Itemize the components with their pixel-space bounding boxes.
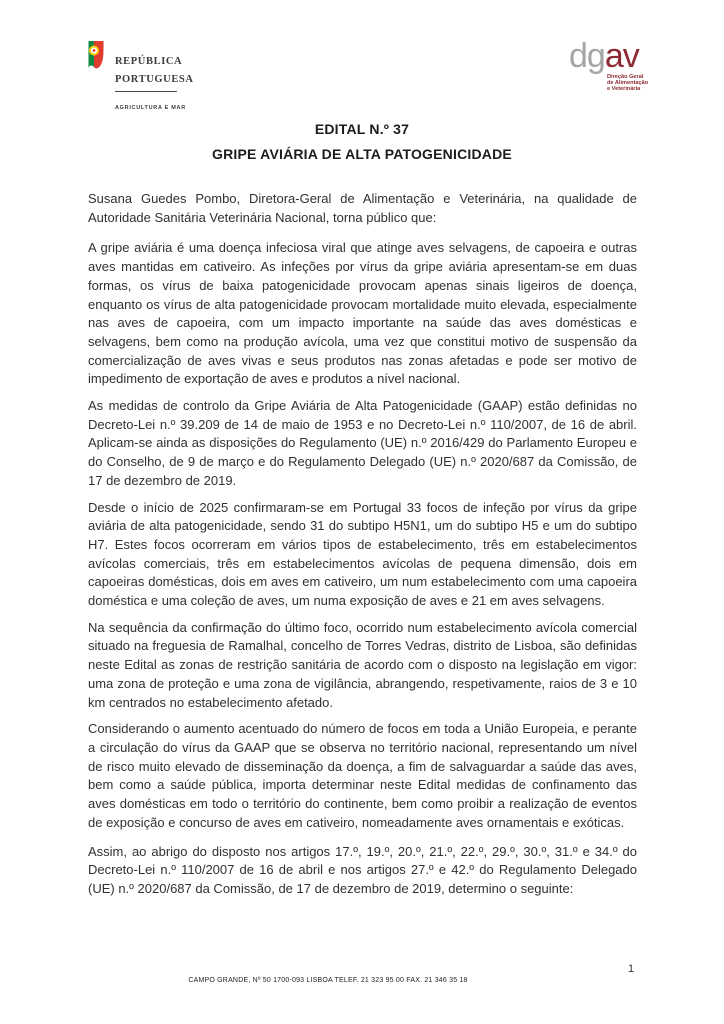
dgav-subtitle-line2: de Alimentação bbox=[607, 80, 649, 87]
dgav-logo bbox=[569, 38, 648, 93]
edital-number: EDITAL N.º 37 bbox=[314, 121, 410, 137]
document-body bbox=[88, 190, 637, 907]
dgav-wordmark-dg: dg bbox=[569, 37, 605, 75]
gov-logo-text bbox=[115, 41, 194, 114]
portuguese-flag-icon bbox=[86, 41, 106, 71]
paragraph-outbreak-statistics: Desde o início de 2025 confirmaram-se em Portugal 33 focos de infeção por vírus da gripe aviária de alta patogenicidade, sendo 31 do subtipo H5N1, um do subtipo H5 e um do subtipo H7. Estes focos ocorreram em vários tipos de estabelecimento, três em estabelecimentos avícolas comerciais, três em estabelecimentos avícolas de pequena dimensão, dois em capoeiras domésticas, dois em aves em cativeiro, um num estabelecimento com uma capoeira doméstica e uma coleção de aves, um numa exposição de aves e 21 em aves selvagens. bbox=[88, 499, 637, 609]
gov-logo-department: AGRICULTURA E MAR bbox=[115, 105, 186, 111]
gov-logo-line1: REPÚBLICA bbox=[115, 56, 183, 67]
republica-portuguesa-logo bbox=[86, 41, 194, 114]
paragraph-disease-description: A gripe aviária é uma doença infeciosa viral que atinge aves selvagens, de capoeira e outras aves mantidas em cativeiro. As infeções por vírus da gripe aviária apresentam-se em duas formas, os vírus de baixa patogenicidade provocam apenas sinais ligeiros de doença, enquanto os vírus de alta patogenicidade provocam mortalidade muito elevada, especialmente nas aves de capoeira, com um impacto importante na saúde das aves domésticas e selvagens, bem como na produção avícola, uma vez que constitui motivo de suspensão da comercialização de aves vivas e seus produtos nas zonas afetadas e pode ser motivo de impedimento de exportação de aves e produtos a nível nacional. bbox=[88, 240, 637, 387]
dgav-subtitle bbox=[607, 74, 648, 93]
footer-address: CAMPO GRANDE, Nº 50 1700-093 LISBOA TELEF. 21 323 95 00 FAX. 21 346 35 18 bbox=[188, 977, 468, 984]
paragraph-legal-framework: As medidas de controlo da Gripe Aviária de Alta Patogenicidade (GAAP) estão definidas no Decreto-Lei n.º 39.209 de 14 de maio de 1953 e no Decreto-Lei n.º 110/2007, de 16 de abril. Aplicam-se ainda as disposições do Regulamento (UE) n.º 2016/429 do Parlamento Europeu e do Conselho, de 9 de março e do Regulamento Delegado (UE) n.º 2020/687 da Comissão, de 17 de dezembro de 2019. bbox=[88, 398, 637, 488]
page-number: 1 bbox=[628, 963, 635, 975]
dgav-wordmark-av: av bbox=[604, 37, 639, 75]
paragraph-determination: Assim, ao abrigo do disposto nos artigos 17.º, 19.º, 20.º, 21.º, 22.º, 29.º, 30.º, 31.º e 34.º do Decreto-Lei n.º 110/2007 de 16 de abril e nos artigos 27.º e 42.º do Regulamento Delegado (UE) n.º 2020/687 da Comissão, de 17 de dezembro de 2019, determino o seguinte: bbox=[88, 843, 637, 896]
paragraph-restriction-zones: Na sequência da confirmação do último foco, ocorrido num estabelecimento avícola comercial situado na freguesia de Ramalhal, concelho de Torres Vedras, distrito de Lisboa, são definidas neste Edital as zonas de restrição sanitária de acordo com o disposto na legislação em vigor: uma zona de proteção e uma zona de vigilância, abrangendo, respetivamente, raios de 3 e 10 km centrados no estabelecimento afetado. bbox=[88, 619, 637, 710]
gov-logo-line2: PORTUGUESA bbox=[115, 74, 194, 85]
paragraph-intro: Susana Guedes Pombo, Diretora-Geral de Alimentação e Veterinária, na qualidade de Autoridade Sanitária Veterinária Nacional, torna público que: bbox=[88, 191, 637, 225]
gov-logo-divider bbox=[115, 91, 177, 92]
dgav-wordmark bbox=[569, 38, 648, 74]
dgav-subtitle-line1: Direção Geral bbox=[607, 74, 644, 80]
edital-subject: GRIPE AVIÁRIA DE ALTA PATOGENICIDADE bbox=[212, 146, 512, 162]
paragraph-confinement-measures: Considerando o aumento acentuado do número de focos em toda a União Europeia, e perante a circulação do vírus da GAAP que se observa no território nacional, representando um nível de risco muito elevado de disseminação da doença, a fim de salvaguardar a saúde das aves, bem como a saúde pública, importa determinar neste Edital medidas de confinamento das aves domésticas em todo o território do continente, bem como proibir a realização de eventos de exposição e concurso de aves em cativeiro, nomeadamente aves ornamentais e exóticas. bbox=[88, 721, 637, 830]
dgav-subtitle-line3: e Veterinária bbox=[607, 86, 641, 93]
document-title bbox=[0, 117, 724, 167]
